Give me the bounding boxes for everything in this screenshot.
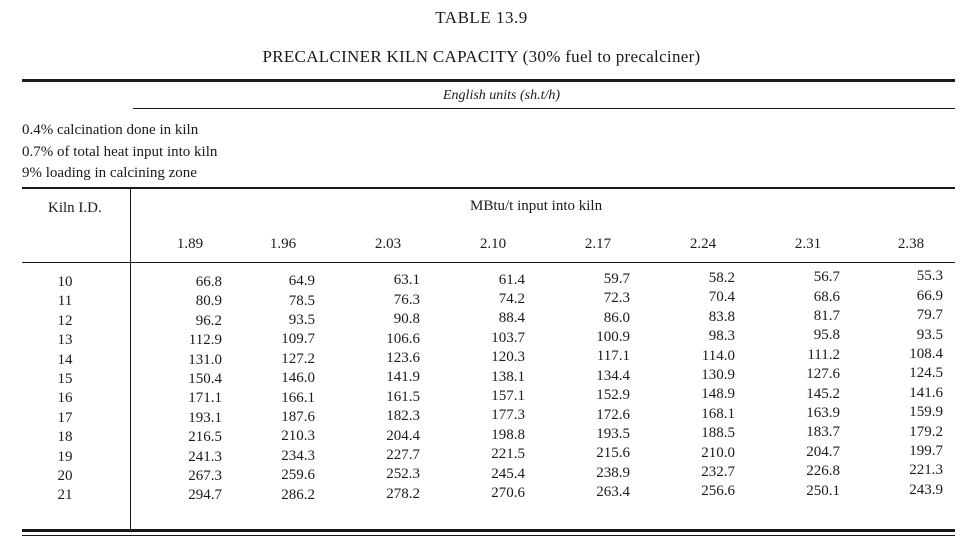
table-cell: 168.1 bbox=[701, 405, 735, 422]
table-cell: 55.3 bbox=[916, 268, 943, 285]
table-cell: 286.2 bbox=[281, 486, 315, 503]
table-cell: 210.3 bbox=[281, 428, 315, 445]
kiln-id-cell: 18 bbox=[57, 429, 73, 446]
table-cell: 204.4 bbox=[386, 427, 420, 444]
kiln-id-cell: 11 bbox=[57, 293, 73, 310]
table-cell: 83.8 bbox=[708, 308, 735, 325]
table-cell: 221.5 bbox=[491, 446, 525, 463]
table-cell: 138.1 bbox=[491, 368, 525, 385]
table-cell: 109.7 bbox=[281, 331, 315, 348]
table-cell: 90.8 bbox=[393, 311, 420, 328]
kiln-id-cell: 12 bbox=[57, 312, 73, 329]
table-cell: 270.6 bbox=[491, 485, 525, 501]
table-cell: 127.6 bbox=[806, 366, 840, 383]
table-cell: 72.3 bbox=[603, 290, 630, 307]
table-cell: 127.2 bbox=[281, 350, 315, 367]
table-cell: 146.0 bbox=[281, 370, 315, 387]
table-cell: 112.9 bbox=[188, 332, 222, 349]
table-cell: 182.3 bbox=[386, 408, 420, 425]
footer-rule-1 bbox=[22, 529, 955, 532]
table-cell: 93.5 bbox=[916, 326, 943, 343]
table-cell: 88.4 bbox=[498, 310, 525, 327]
table-cell: 141.9 bbox=[386, 369, 420, 386]
table-cell: 131.0 bbox=[188, 351, 222, 368]
table-cell: 76.3 bbox=[393, 291, 420, 308]
table-cell: 188.5 bbox=[701, 425, 735, 442]
table-cell: 134.4 bbox=[596, 367, 630, 384]
table-cell: 150.4 bbox=[188, 371, 222, 387]
table-cell: 187.6 bbox=[281, 409, 315, 425]
table-cell: 226.8 bbox=[806, 463, 840, 480]
table-cell: 215.6 bbox=[596, 445, 630, 462]
table-cell: 250.1 bbox=[806, 482, 840, 499]
table-cell: 172.6 bbox=[596, 406, 630, 423]
table-cell: 81.7 bbox=[813, 308, 840, 324]
condition-heat-input: 0.7% of total heat input into kiln bbox=[22, 144, 218, 160]
header-bottom-rule bbox=[22, 262, 955, 263]
table-cell: 159.9 bbox=[909, 404, 943, 421]
table-cell: 117.1 bbox=[596, 348, 630, 365]
column-header: 2.10 bbox=[479, 236, 507, 252]
table-cell: 259.6 bbox=[281, 467, 315, 484]
table-cell: 86.0 bbox=[603, 309, 630, 326]
table-cell: 59.7 bbox=[603, 270, 630, 287]
table-cell: 163.9 bbox=[806, 405, 840, 421]
kiln-id-cell: 13 bbox=[57, 332, 73, 349]
table-cell: 66.8 bbox=[195, 274, 222, 290]
table-cell: 199.7 bbox=[909, 443, 943, 459]
kiln-id-cell: 17 bbox=[57, 409, 73, 426]
table-cell: 238.9 bbox=[596, 464, 630, 481]
table-cell: 130.9 bbox=[701, 367, 735, 383]
table-cell: 179.2 bbox=[909, 423, 943, 440]
table-cell: 234.3 bbox=[281, 447, 315, 464]
kiln-id-cell: 19 bbox=[57, 448, 73, 465]
table-cell: 243.9 bbox=[909, 481, 943, 498]
table-cell: 108.4 bbox=[909, 346, 943, 362]
table-cell: 114.0 bbox=[701, 347, 735, 364]
table-cell: 245.4 bbox=[491, 465, 525, 482]
column-header: 2.17 bbox=[584, 236, 612, 252]
kiln-id-cell: 16 bbox=[57, 390, 73, 407]
table-cell: 63.1 bbox=[393, 272, 420, 289]
table-cell: 278.2 bbox=[386, 485, 420, 502]
units-label: English units (sh.t/h) bbox=[443, 88, 561, 103]
table-cell: 210.0 bbox=[701, 444, 735, 461]
kiln-id-cell: 21 bbox=[57, 487, 73, 504]
table-cell: 166.1 bbox=[281, 389, 315, 406]
column-header: 2.03 bbox=[374, 236, 402, 252]
table-cell: 56.7 bbox=[813, 269, 840, 286]
table-cell: 68.6 bbox=[813, 288, 840, 305]
column-header: 1.96 bbox=[269, 236, 297, 252]
table-cell: 95.8 bbox=[813, 327, 840, 344]
table-cell: 241.3 bbox=[188, 448, 222, 465]
table-cell: 61.4 bbox=[498, 271, 525, 288]
table-cell: 267.3 bbox=[188, 468, 222, 484]
table-cell: 93.5 bbox=[288, 312, 315, 328]
title-rule bbox=[22, 79, 955, 82]
table-title: PRECALCINER KILN CAPACITY (30% fuel to precalciner) bbox=[262, 47, 701, 66]
table-cell: 171.1 bbox=[188, 390, 222, 407]
table-cell: 294.7 bbox=[188, 487, 222, 504]
table-cell: 103.7 bbox=[491, 329, 525, 346]
table-cell: 80.9 bbox=[195, 293, 222, 310]
column-header: 1.89 bbox=[176, 236, 204, 252]
units-rule bbox=[133, 108, 955, 109]
table-cell: 177.3 bbox=[491, 407, 525, 424]
table-cell: 74.2 bbox=[498, 291, 525, 307]
header-top-rule bbox=[22, 187, 955, 189]
table-cell: 111.2 bbox=[807, 346, 840, 363]
table-cell: 227.7 bbox=[386, 447, 420, 463]
row-header-kiln-id: Kiln I.D. bbox=[48, 200, 102, 216]
table-cell: 152.9 bbox=[596, 387, 630, 404]
table-cell: 141.6 bbox=[909, 384, 943, 401]
table-cell: 79.7 bbox=[916, 307, 943, 324]
column-divider bbox=[130, 189, 131, 529]
footer-rule-2 bbox=[22, 535, 955, 536]
column-group-header: MBtu/t input into kiln bbox=[470, 198, 603, 214]
kiln-id-cell: 14 bbox=[57, 351, 73, 368]
table-cell: 106.6 bbox=[386, 330, 420, 347]
table-cell: 66.9 bbox=[916, 287, 943, 304]
table-cell: 193.5 bbox=[596, 426, 630, 442]
table-cell: 120.3 bbox=[491, 349, 525, 366]
column-header: 2.31 bbox=[794, 236, 822, 252]
condition-calcination: 0.4% calcination done in kiln bbox=[22, 122, 199, 138]
condition-loading: 9% loading in calcining zone bbox=[22, 165, 197, 181]
table-cell: 64.9 bbox=[288, 273, 315, 290]
table-cell: 145.2 bbox=[806, 385, 840, 402]
table-cell: 193.1 bbox=[188, 409, 222, 426]
table-cell: 204.7 bbox=[806, 443, 840, 460]
table-cell: 96.2 bbox=[195, 312, 222, 329]
kiln-id-cell: 10 bbox=[57, 274, 73, 290]
table-cell: 252.3 bbox=[386, 466, 420, 483]
table-cell: 161.5 bbox=[386, 388, 420, 405]
table-cell: 124.5 bbox=[909, 365, 943, 382]
kiln-id-cell: 15 bbox=[57, 371, 73, 387]
table-cell: 183.7 bbox=[806, 424, 840, 441]
table-cell: 232.7 bbox=[701, 464, 735, 480]
table-cell: 157.1 bbox=[491, 388, 525, 404]
table-cell: 256.6 bbox=[701, 483, 735, 500]
kiln-id-cell: 20 bbox=[57, 468, 73, 484]
table-cell: 58.2 bbox=[708, 270, 735, 286]
table-cell: 123.6 bbox=[386, 350, 420, 366]
column-header: 2.24 bbox=[689, 236, 717, 252]
column-header: 2.38 bbox=[897, 236, 925, 252]
table-cell: 216.5 bbox=[188, 429, 222, 446]
table-cell: 263.4 bbox=[596, 484, 630, 501]
table-cell: 148.9 bbox=[701, 386, 735, 403]
table-cell: 221.3 bbox=[909, 462, 943, 479]
table-cell: 78.5 bbox=[288, 292, 315, 309]
table-cell: 198.8 bbox=[491, 426, 525, 443]
table-cell: 100.9 bbox=[596, 329, 630, 345]
table-cell: 98.3 bbox=[708, 328, 735, 345]
table-number: TABLE 13.9 bbox=[435, 8, 528, 27]
table-cell: 70.4 bbox=[708, 289, 735, 306]
